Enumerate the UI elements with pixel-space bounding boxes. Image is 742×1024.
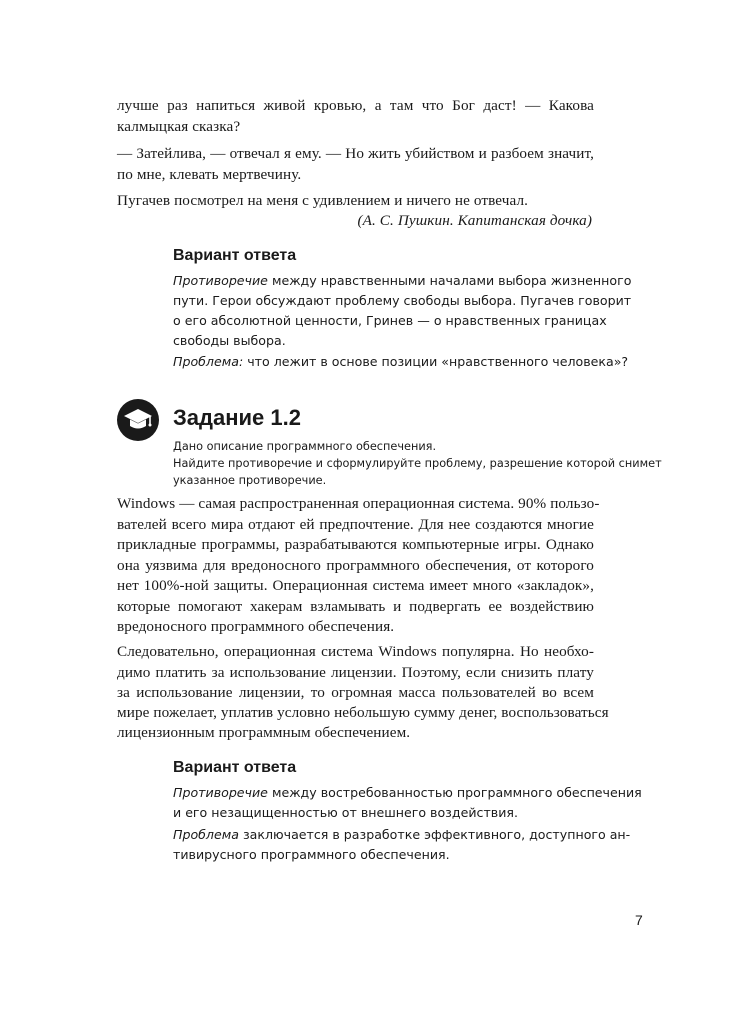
- answer-heading: Вариант ответа: [173, 247, 297, 264]
- task-description-line: Найдите противоречие и сформулируйте проблему, разрешение которой снимет: [173, 457, 662, 470]
- graduation-cap-icon: [117, 399, 159, 441]
- answer-line: [173, 273, 632, 288]
- task-paragraph-line: она уязвима для вредоносного программного обеспечения, от которого: [117, 557, 594, 574]
- answer-line: свободы выбора.: [173, 333, 286, 348]
- problem-term: Проблема:: [173, 354, 244, 369]
- task-paragraph-line: за использование лицензии, то огромная масса пользователей во всем: [117, 684, 594, 701]
- answer-line: [173, 785, 642, 800]
- excerpt-line: лучше раз напиться живой кровью, а там что Бог даст! — Какова: [117, 97, 594, 114]
- answer-line: и его незащищенностью от внешнего воздействия.: [173, 805, 518, 820]
- excerpt-line: по мне, клевать мертвечину.: [117, 166, 302, 183]
- problem-line: [173, 354, 628, 369]
- task-description-line: Дано описание программного обеспечения.: [173, 440, 437, 453]
- task-title: Задание 1.2: [173, 405, 301, 430]
- excerpt-line: Пугачев посмотрел на меня с удивлением и ничего не отвечал.: [117, 192, 529, 209]
- task-paragraph-line: Следовательно, операционная система Windows популярна. Но необхо-: [117, 643, 594, 660]
- answer-line: пути. Герои обсуждают проблему свободы выбора. Пугачев говорит: [173, 293, 632, 308]
- task-paragraph-line: Windows — самая распространенная операционная система. 90% пользо-: [117, 495, 600, 512]
- task-paragraph-line: вателей всего мира отдают ей предпочтение. Для нее создаются многие: [117, 516, 594, 533]
- task-paragraph-line: димо платить за использование лицензии. Поэтому, если снизить плату: [117, 664, 594, 681]
- problem-line: тивирусного программного обеспечения.: [173, 847, 450, 862]
- problem-line: [173, 827, 631, 842]
- task-description-line: указанное противоречие.: [173, 474, 327, 487]
- task-paragraph-line: прикладные программы, разрабатываются компьютерные игры. Однако: [117, 536, 594, 553]
- task-paragraph-line: которые помогают хакерам взламывать и подвергать ее воздействию: [117, 598, 594, 615]
- task-paragraph-line: нет 100%-ной защиты. Операционная система имеет много «закладок»,: [117, 577, 594, 594]
- problem-text: что лежит в основе позиции «нравственного человека»?: [243, 354, 629, 369]
- page-number: 7: [635, 912, 643, 928]
- answer-text: между востребованностью программного обеспечения: [267, 785, 642, 800]
- contradiction-term: Противоречие: [173, 273, 268, 288]
- task-paragraph-line: мире пожелает, уплатив условно небольшую сумму денег, воспользоваться: [117, 704, 609, 721]
- contradiction-term: Противоречие: [173, 785, 268, 800]
- problem-term: Проблема: [173, 827, 239, 842]
- problem-text: заключается в разработке эффективного, доступного ан-: [238, 827, 631, 842]
- answer-text: между нравственными началами выбора жизненного: [267, 273, 632, 288]
- excerpt-line: калмыцкая сказка?: [117, 118, 241, 135]
- excerpt-line: — Затейлива, — отвечал я ему. — Но жить убийством и разбоем значит,: [117, 145, 594, 162]
- answer-line: о его абсолютной ценности, Гринев — о нравственных границах: [173, 313, 607, 328]
- citation: (А. С. Пушкин. Капитанская дочка): [357, 212, 592, 229]
- task-paragraph-line: вредоносного программного обеспечения.: [117, 618, 395, 635]
- answer-heading: Вариант ответа: [173, 759, 297, 776]
- task-paragraph-line: лицензионным программным обеспечением.: [117, 724, 411, 741]
